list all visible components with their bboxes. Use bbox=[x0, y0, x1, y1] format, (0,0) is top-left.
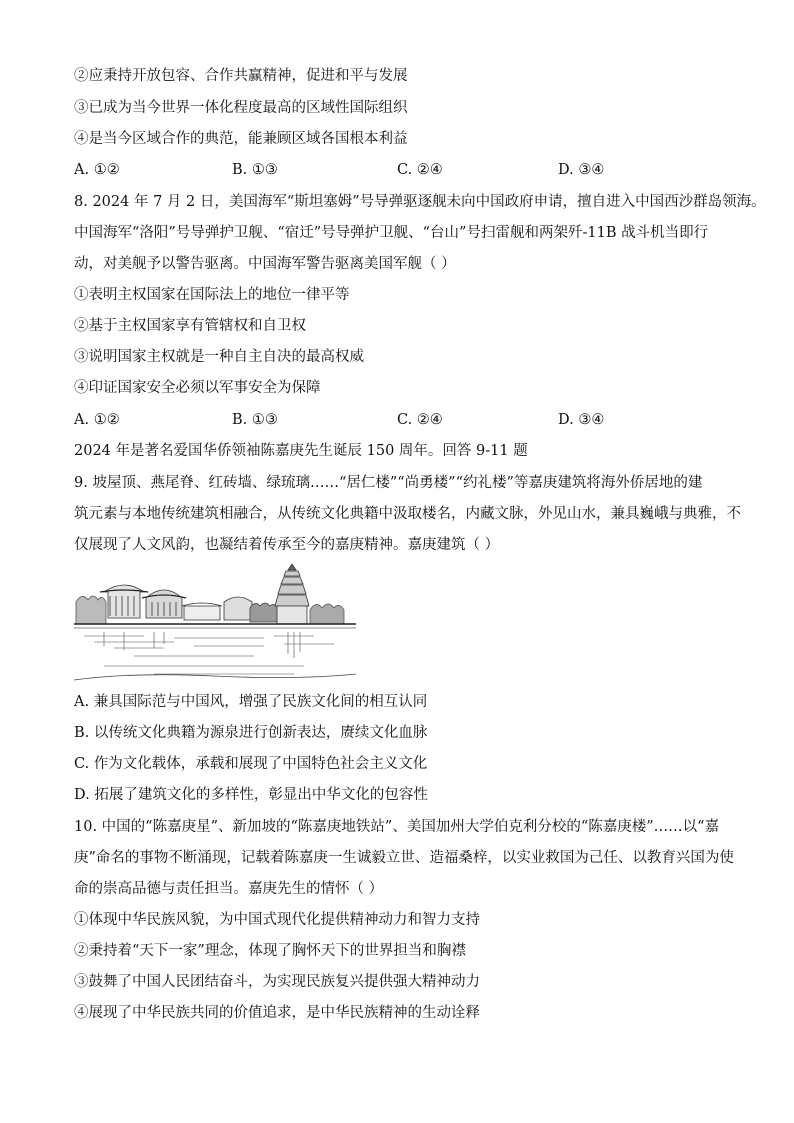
q9-stem-line-2: 筑元素与本地传统建筑相融合，从传统文化典籍中汲取楼名，内藏文脉，外见山水，兼具巍峨与典雅，不 bbox=[74, 506, 741, 522]
q10-statement-2: ②秉持着“天下一家”理念，体现了胸怀天下的世界担当和胸襟 bbox=[74, 943, 466, 959]
q9-stem-line-1: 9. 坡屋顶、燕尾脊、红砖墙、绿琉璃……“居仁楼”“尚勇楼”“约礼楼”等嘉庚建筑将海外侨居地的建 bbox=[74, 475, 703, 491]
q7-statement-4: ④是当今区域合作的典范，能兼顾区域各国根本利益 bbox=[74, 131, 408, 147]
q8-statement-1: ①表明主权国家在国际法上的地位一律平等 bbox=[74, 287, 350, 303]
q10-statement-1: ①体现中华民族风貌，为中国式现代化提供精神动力和智力支持 bbox=[74, 912, 480, 928]
q8-stem-line-3: 动，对美舰予以警告驱离。中国海军警告驱离美国军舰（ ） bbox=[74, 256, 456, 272]
q9-option-c[interactable]: C. 作为文化载体，承载和展现了中国特色社会主义文化 bbox=[74, 756, 428, 772]
q8-stem-line-1: 8. 2024 年 7 月 2 日，美国海军“斯坦塞姆”号导弹驱逐舰未向中国政府申请，擅自进入中国西沙群岛领海。 bbox=[74, 194, 766, 210]
jiageng-building-sketch bbox=[74, 562, 356, 684]
q8-option-c[interactable]: C. ②④ bbox=[397, 412, 443, 428]
q9-option-d[interactable]: D. 拓展了建筑文化的多样性，彰显出中华文化的包容性 bbox=[74, 787, 428, 803]
q7-option-c[interactable]: C. ②④ bbox=[397, 162, 443, 178]
q7-option-d[interactable]: D. ③④ bbox=[558, 162, 605, 178]
q7-options bbox=[74, 160, 734, 180]
q10-stem-line-3: 命的崇高品德与责任担当。嘉庚先生的情怀（ ） bbox=[74, 881, 384, 897]
q8-option-a[interactable]: A. ①② bbox=[74, 412, 120, 428]
q8-options bbox=[74, 410, 734, 430]
q10-statement-3: ③鼓舞了中国人民团结奋斗，为实现民族复兴提供强大精神动力 bbox=[74, 974, 480, 990]
q9-option-a[interactable]: A. 兼具国际范与中国风，增强了民族文化间的相互认同 bbox=[74, 694, 428, 710]
q10-statement-4: ④展现了中华民族共同的价值追求，是中华民族精神的生动诠释 bbox=[74, 1005, 480, 1021]
q10-stem-line-2: 庚”命名的事物不断涌现，记载着陈嘉庚一生诚毅立世、造福桑梓，以实业救国为己任、以教育兴国为使 bbox=[74, 850, 734, 866]
q8-option-b[interactable]: B. ①③ bbox=[232, 412, 278, 428]
q8-statement-3: ③说明国家主权就是一种自主自决的最高权威 bbox=[74, 349, 364, 365]
q9-stem-line-3: 仅展现了人文风韵，也凝结着传承至今的嘉庚精神。嘉庚建筑（ ） bbox=[74, 537, 500, 553]
q8-stem-line-2: 中国海军“洛阳”号导弹护卫舰、“宿迁”号导弹护卫舰、“台山”号扫雷舰和两架歼-11B 战斗机当即行 bbox=[74, 225, 709, 241]
q7-option-b[interactable]: B. ①③ bbox=[232, 162, 278, 178]
q7-option-a[interactable]: A. ①② bbox=[74, 162, 120, 178]
q8-statement-4: ④印证国家安全必须以军事安全为保障 bbox=[74, 380, 321, 396]
intro-9-11: 2024 年是著名爱国华侨领袖陈嘉庚先生诞辰 150 周年。回答 9-11 题 bbox=[74, 443, 528, 459]
q9-option-b[interactable]: B. 以传统文化典籍为源泉进行创新表达，赓续文化血脉 bbox=[74, 725, 428, 741]
q7-statement-3: ③已成为当今世界一体化程度最高的区域性国际组织 bbox=[74, 100, 408, 116]
q7-statement-2: ②应秉持开放包容、合作共赢精神，促进和平与发展 bbox=[74, 68, 408, 84]
q10-stem-line-1: 10. 中国的“陈嘉庚星”、新加坡的“陈嘉庚地铁站”、美国加州大学伯克利分校的“陈嘉庚楼”……以“嘉 bbox=[74, 819, 720, 835]
q8-statement-2: ②基于主权国家享有管辖权和自卫权 bbox=[74, 318, 306, 334]
q8-option-d[interactable]: D. ③④ bbox=[558, 412, 605, 428]
